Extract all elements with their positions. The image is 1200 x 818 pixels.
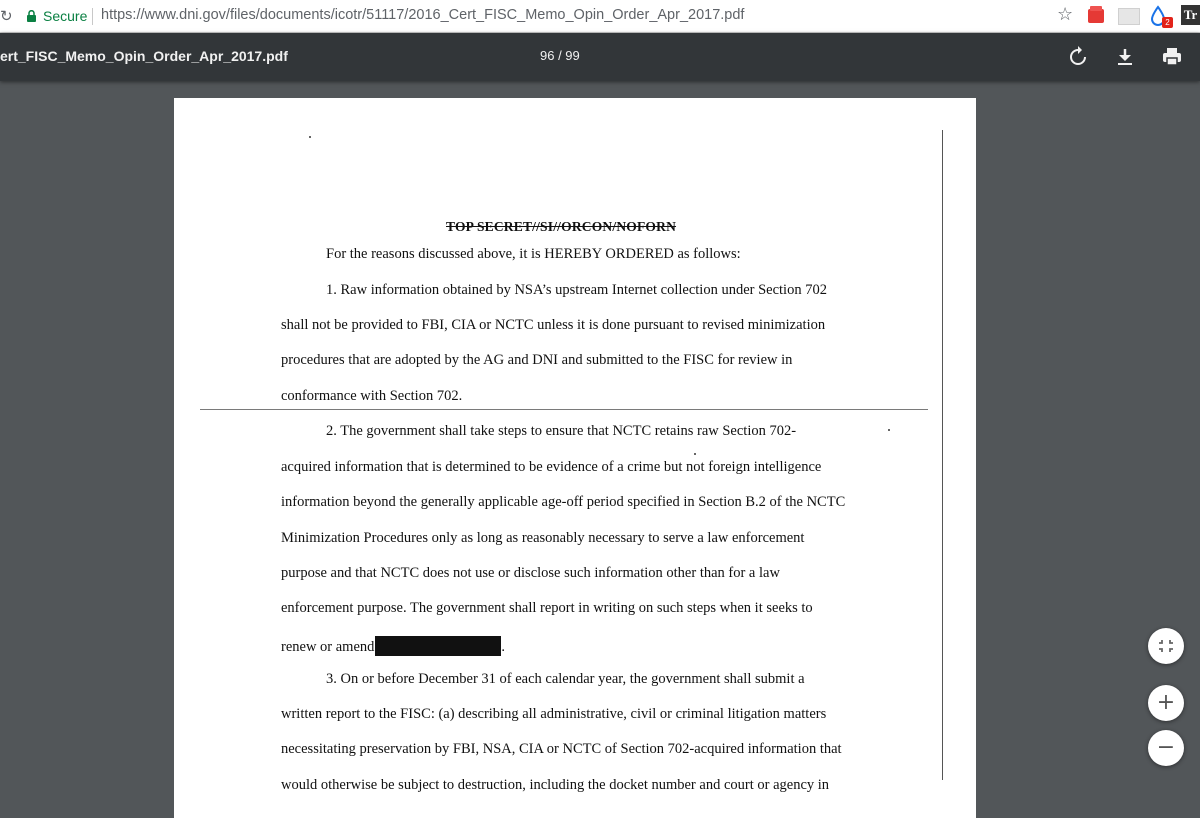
address-separator — [92, 8, 93, 25]
scan-speck — [309, 136, 311, 138]
fit-to-page-button[interactable] — [1148, 628, 1184, 664]
document-line: 1. Raw information obtained by NSA’s upstream Internet collection under Section 702 — [326, 282, 827, 298]
zoom-out-icon: − — [1156, 735, 1176, 760]
secure-label[interactable]: Secure — [43, 8, 88, 24]
scan-speck — [888, 429, 890, 431]
bookmark-star-icon[interactable]: ☆ — [1057, 4, 1074, 25]
document-line-redacted — [281, 636, 505, 656]
document-line: written report to the FISC: (a) describing all administrative, civil or criminal litigation matters — [281, 706, 827, 722]
pdf-toolbar — [0, 33, 1200, 81]
document-line: conformance with Section 702. — [281, 388, 463, 404]
document-line: enforcement purpose. The government shall report in writing on such steps when it seeks to — [281, 600, 813, 616]
document-line: information beyond the generally applicable age-off period specified in Section B.2 of the NCTC — [281, 494, 846, 510]
zoom-in-button[interactable] — [1148, 685, 1184, 721]
scan-artifact-line — [200, 409, 928, 410]
pdf-page — [174, 98, 976, 818]
extension-red-icon[interactable] — [1087, 6, 1105, 24]
document-line: 3. On or before December 31 of each calendar year, the government shall submit a — [326, 671, 805, 687]
classification-banner: TOP SECRET//SI//ORCON/NOFORN — [446, 219, 677, 234]
extension-tr-icon[interactable]: Tr — [1181, 5, 1200, 25]
document-line: For the reasons discussed above, it is HEREBY ORDERED as follows: — [326, 246, 741, 262]
document-line: 2. The government shall take steps to ensure that NCTC retains raw Section 702- — [326, 423, 797, 439]
url-field[interactable]: https://www.dni.gov/files/documents/icotr/51117/2016_Cert_FISC_Memo_Opin_Order_Apr_2017.pdf — [101, 7, 745, 23]
download-icon[interactable] — [1113, 45, 1137, 69]
reload-icon[interactable]: ↻ — [0, 7, 13, 25]
scan-border-line — [942, 130, 943, 780]
rotate-icon[interactable] — [1066, 45, 1090, 69]
document-line: acquired information that is determined to be evidence of a crime but not foreign intelligence — [281, 459, 822, 475]
print-icon[interactable] — [1160, 45, 1184, 69]
redaction-trailing: . — [501, 639, 506, 655]
extension-badge: 2 — [1162, 17, 1173, 28]
extension-gray-icon[interactable] — [1118, 8, 1140, 25]
document-line: Minimization Procedures only as long as reasonably necessary to serve a law enforcement — [281, 530, 805, 546]
address-bar — [0, 0, 1200, 33]
document-line: necessitating preservation by FBI, NSA, CIA or NCTC of Section 702-acquired information that — [281, 741, 842, 757]
lock-icon[interactable] — [27, 10, 36, 22]
scan-speck — [694, 453, 696, 455]
pdf-title: ert_FISC_Memo_Opin_Order_Apr_2017.pdf — [0, 48, 288, 64]
fit-to-page-icon — [1148, 628, 1184, 664]
zoom-in-icon: + — [1156, 690, 1176, 715]
zoom-out-button[interactable] — [1148, 730, 1184, 766]
document-line: procedures that are adopted by the AG and DNI and submitted to the FISC for review in — [281, 352, 793, 368]
page-indicator: 96 / 99 — [540, 48, 580, 63]
document-line: would otherwise be subject to destruction, including the docket number and court or agency in — [281, 777, 830, 793]
document-line: shall not be provided to FBI, CIA or NCTC unless it is done pursuant to revised minimization — [281, 317, 826, 333]
document-line: purpose and that NCTC does not use or disclose such information other than for a law — [281, 565, 780, 581]
redaction-block — [375, 636, 501, 656]
document-line-text: renew or amend — [281, 639, 375, 655]
